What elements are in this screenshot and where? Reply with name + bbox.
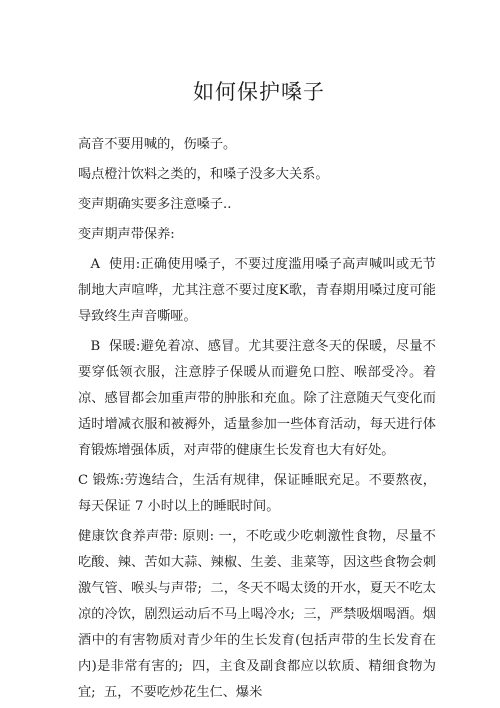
document-title: 如何保护嗓子	[193, 80, 325, 104]
paragraph-care-heading: 变声期声带保养:	[78, 227, 175, 242]
paragraph-high-pitch: 高音不要用喊的，伤嗓子。	[78, 137, 237, 152]
paragraph-orange-juice: 喝点橙汁饮料之类的，和嗓子没多大关系。	[78, 167, 329, 182]
paragraph-c-exercise: C 锻炼:劳逸结合，生活有规律，保证睡眠充足。不要熬夜，每天保证 7 小时以上的睡眠时间。	[78, 473, 436, 514]
paragraph-a-usage: A 使用:正确使用嗓子，不要过度滥用嗓子高声喊叫或无节制地大声喧哗，尤其注意不要过度K歌，青春期用嗓过度可能导致终生声音嘶哑。	[78, 257, 436, 324]
paragraph-diet: 健康饮食养声带: 原则: 一，不吃或少吃刺激性食物，尽量不吃酸、辣、苦如大蒜、辣椒、生姜、韭菜等，因这些食物会刺激气管、喉头与声带; 二，冬天不喝太烫的开水，夏天不吃太凉的冷饮，剧烈运动后不马上喝冷水; 三，严禁吸烟喝酒。烟酒中的有害物质对青少年的生长发育(包括声带的生长发育在内)是非常有害的; 四，主食及副食都应以软质、精细食物为宜; 五，不要吃炒花生仁、爆米	[78, 529, 436, 700]
paragraph-voice-change: 变声期确实要多注意嗓子..	[78, 197, 232, 212]
paragraph-b-warmth: B 保暖:避免着凉、感冒。尤其要注意冬天的保暖，尽量不要穿低领衣服，注意脖子保暖从而避免口腔、喉部受冷。着凉、感冒都会加重声带的肿胀和充血。除了注意随天气变化而适时增减衣服和被褥外，适量参加一些体育活动，每天进行体育锻炼增强体质，对声带的健康生长发育也大有好处。	[78, 339, 436, 458]
